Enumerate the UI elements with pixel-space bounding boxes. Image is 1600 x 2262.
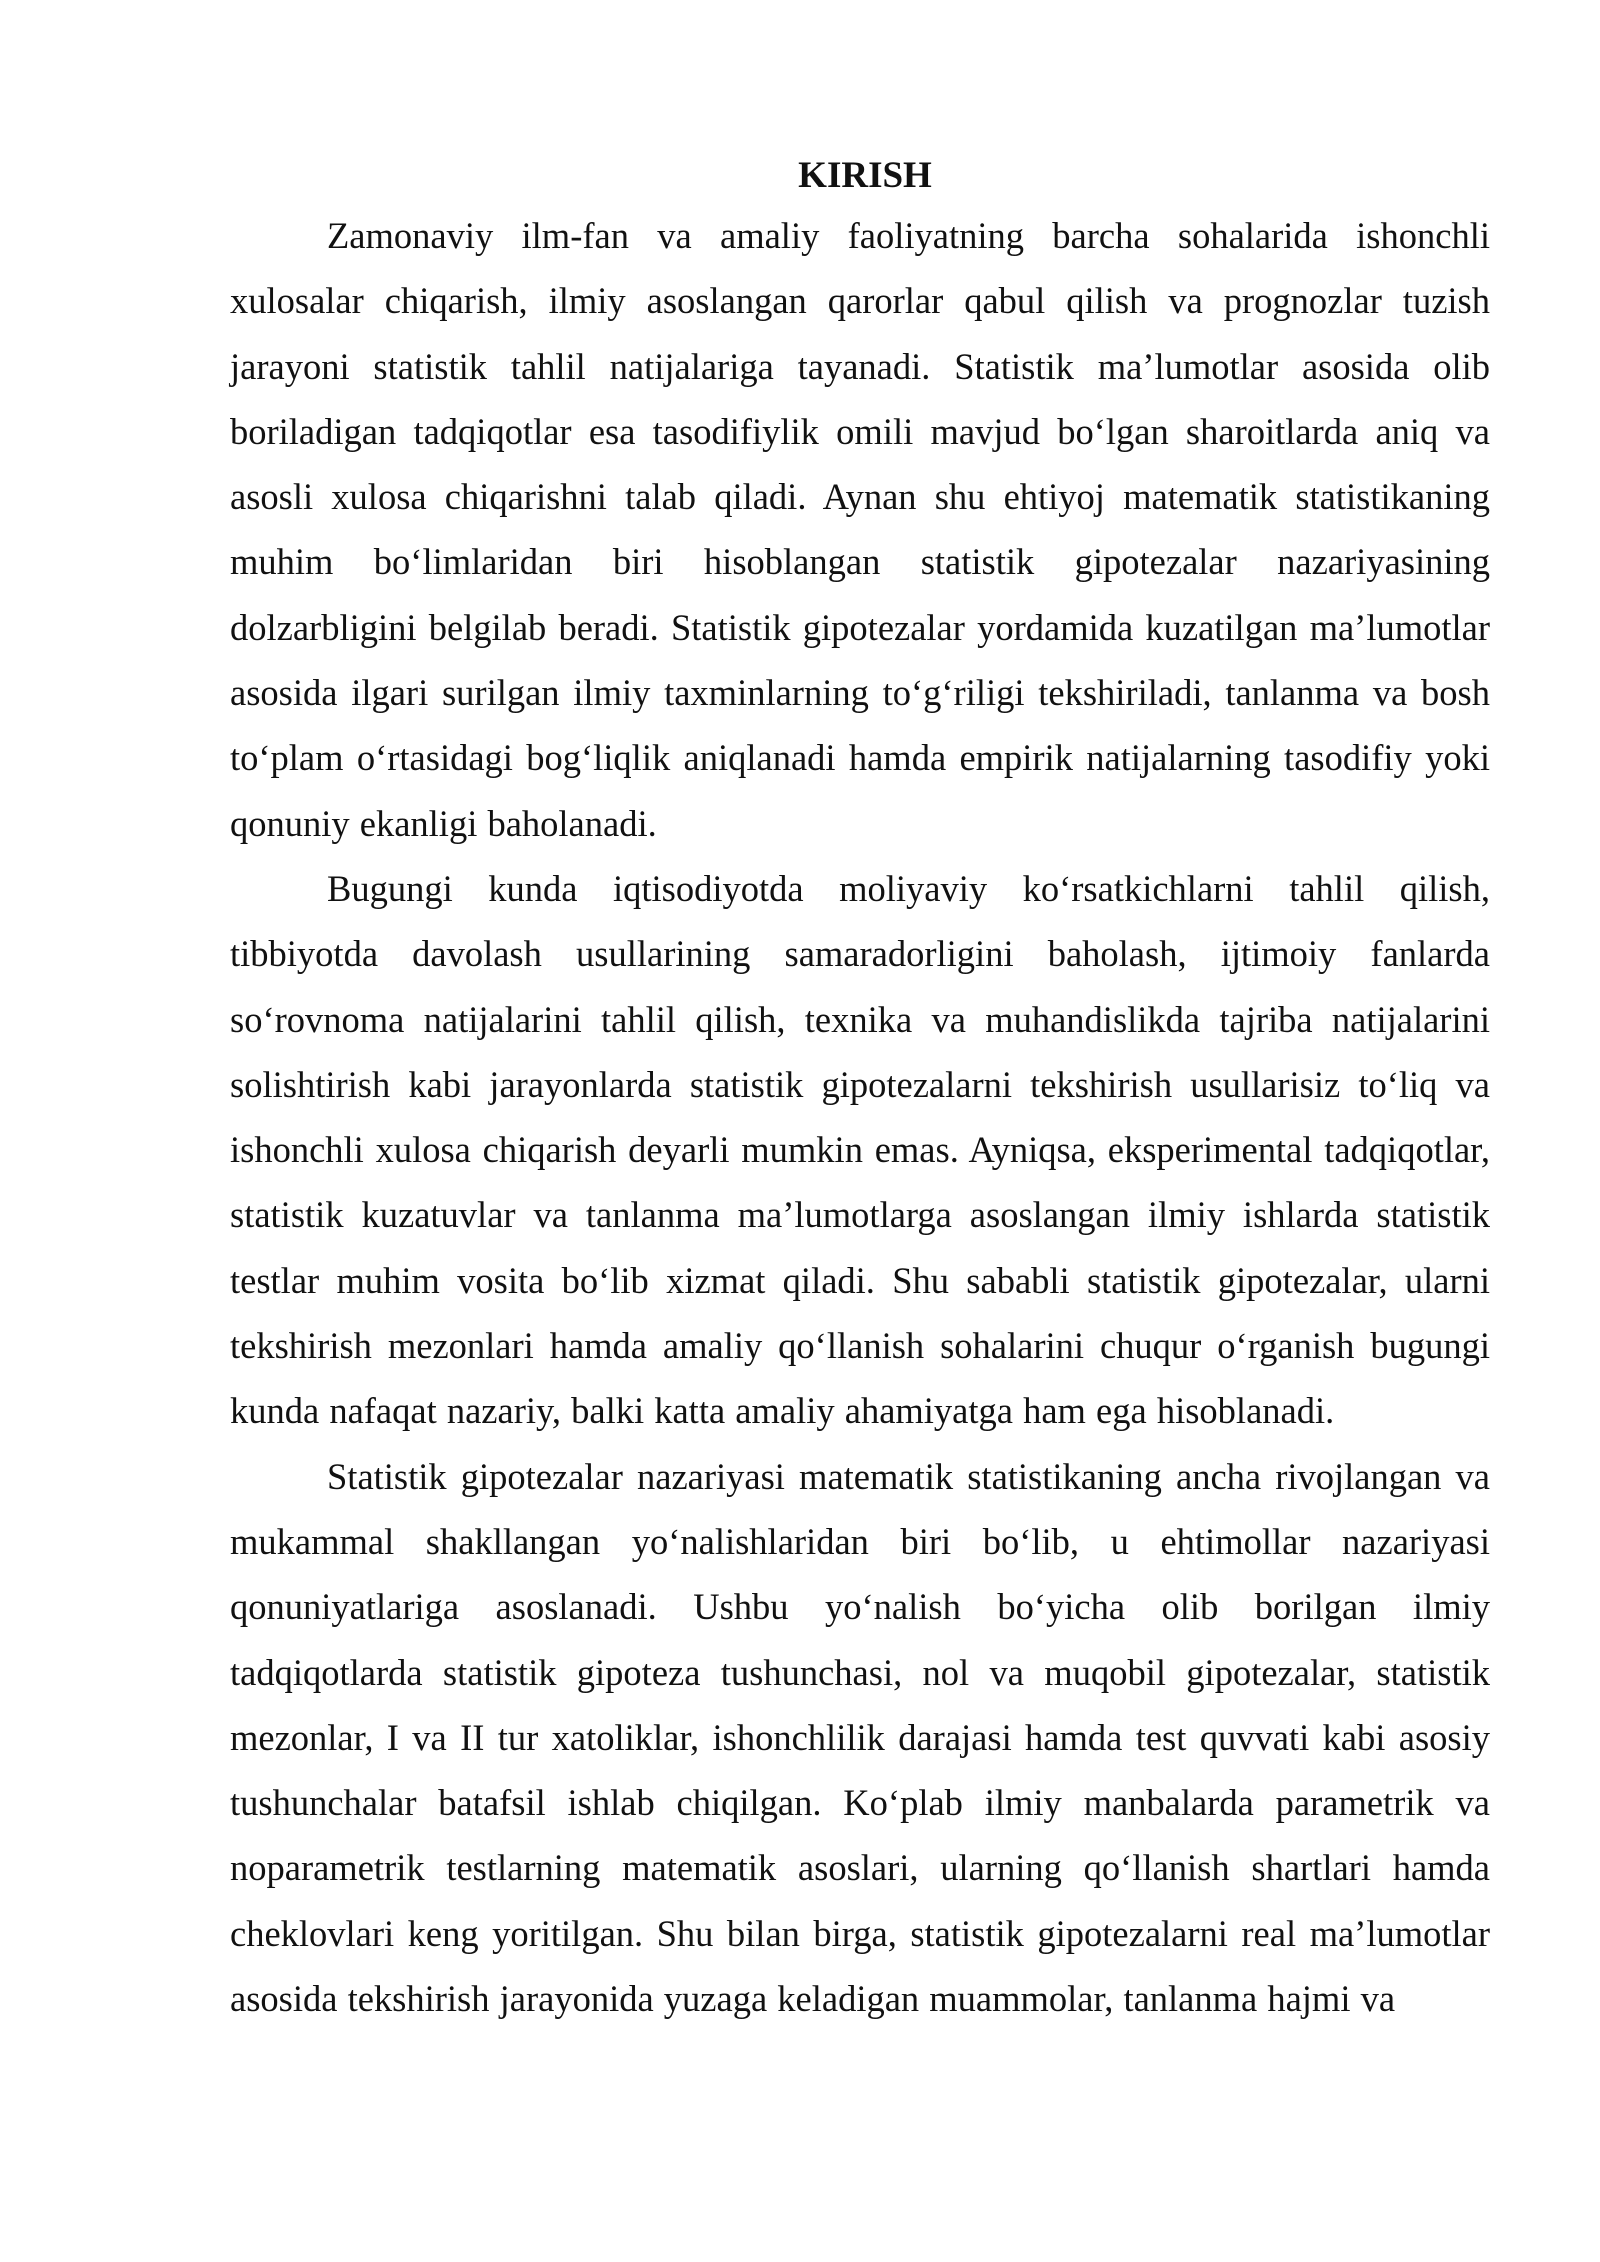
paragraph-2: Bugungi kunda iqtisodiyotda moliyaviy ko‘rsatkichlarni tahlil qilish, tibbiyotda davolash usullarining samaradorligini baholash, ijtimoiy fanlarda so‘rovnoma natijalarini tahlil qilish, texnika va muhandislikda tajriba natijalarini solishtirish kabi jarayonlarda statistik gipotezalarni tekshirish usullarisiz to‘liq va ishonchli xulosa chiqarish deyarli mumkin emas. Ayniqsa, eksperimental tadqiqotlar, statistik kuzatuvlar va tanlanma ma’lumotlarga asoslangan ilmiy ishlarda statistik testlar muhim vosita bo‘lib xizmat qiladi. Shu sababli statistik gipotezalar, ularni tekshirish mezonlari hamda amaliy qo‘llanish sohalarini chuqur o‘rganish bugungi kunda nafaqat nazariy, balki katta amaliy ahamiyatga ham ega hisoblanadi. bbox=[230, 867, 1490, 1432]
document-body bbox=[230, 148, 1490, 2031]
paragraph-3: Statistik gipotezalar nazariyasi matematik statistikaning ancha rivojlangan va mukammal shakllangan yo‘nalishlaridan biri bo‘lib, u ehtimollar nazariyasi qonuniyatlariga asoslanadi. Ushbu yo‘nalish bo‘yicha olib borilgan ilmiy tadqiqotlarda statistik gipoteza tushunchasi, nol va muqobil gipotezalar, statistik mezonlar, I va II tur xatoliklar, ishonchlilik darajasi hamda test quvvati kabi asosiy tushunchalar batafsil ishlab chiqilgan. Ko‘plab ilmiy manbalarda parametrik va noparametrik testlarning matematik asoslari, ularning qo‘llanish shartlari hamda cheklovlari keng yoritilgan. Shu bilan birga, statistik gipotezalarni real ma’lumotlar asosida tekshirish jarayonida yuzaga keladigan muammolar, tanlanma hajmi va bbox=[230, 1455, 1490, 2020]
section-heading: KIRISH bbox=[798, 155, 932, 196]
paragraph-1: Zamonaviy ilm-fan va amaliy faoliyatning barcha sohalarida ishonchli xulosalar chiqarish, ilmiy asoslangan qarorlar qabul qilish va prognozlar tuzish jarayoni statistik tahlil natijalariga tayanadi. Statistik ma’lumotlar asosida olib boriladigan tadqiqotlar esa tasodifiylik omili mavjud bo‘lgan sharoitlarda aniq va asosli xulosa chiqarishni talab qiladi. Aynan shu ehtiyoj matematik statistikaning muhim bo‘limlaridan biri hisoblangan statistik gipotezalar nazariyasining dolzarbligini belgilab beradi. Statistik gipotezalar yordamida kuzatilgan ma’lumotlar asosida ilgari surilgan ilmiy taxminlarning to‘g‘riligi tekshiriladi, tanlanma va bosh to‘plam o‘rtasidagi bog‘liqlik aniqlanadi hamda empirik natijalarning tasodifiy yoki qonuniy ekanligi baholanadi. bbox=[230, 215, 1490, 844]
